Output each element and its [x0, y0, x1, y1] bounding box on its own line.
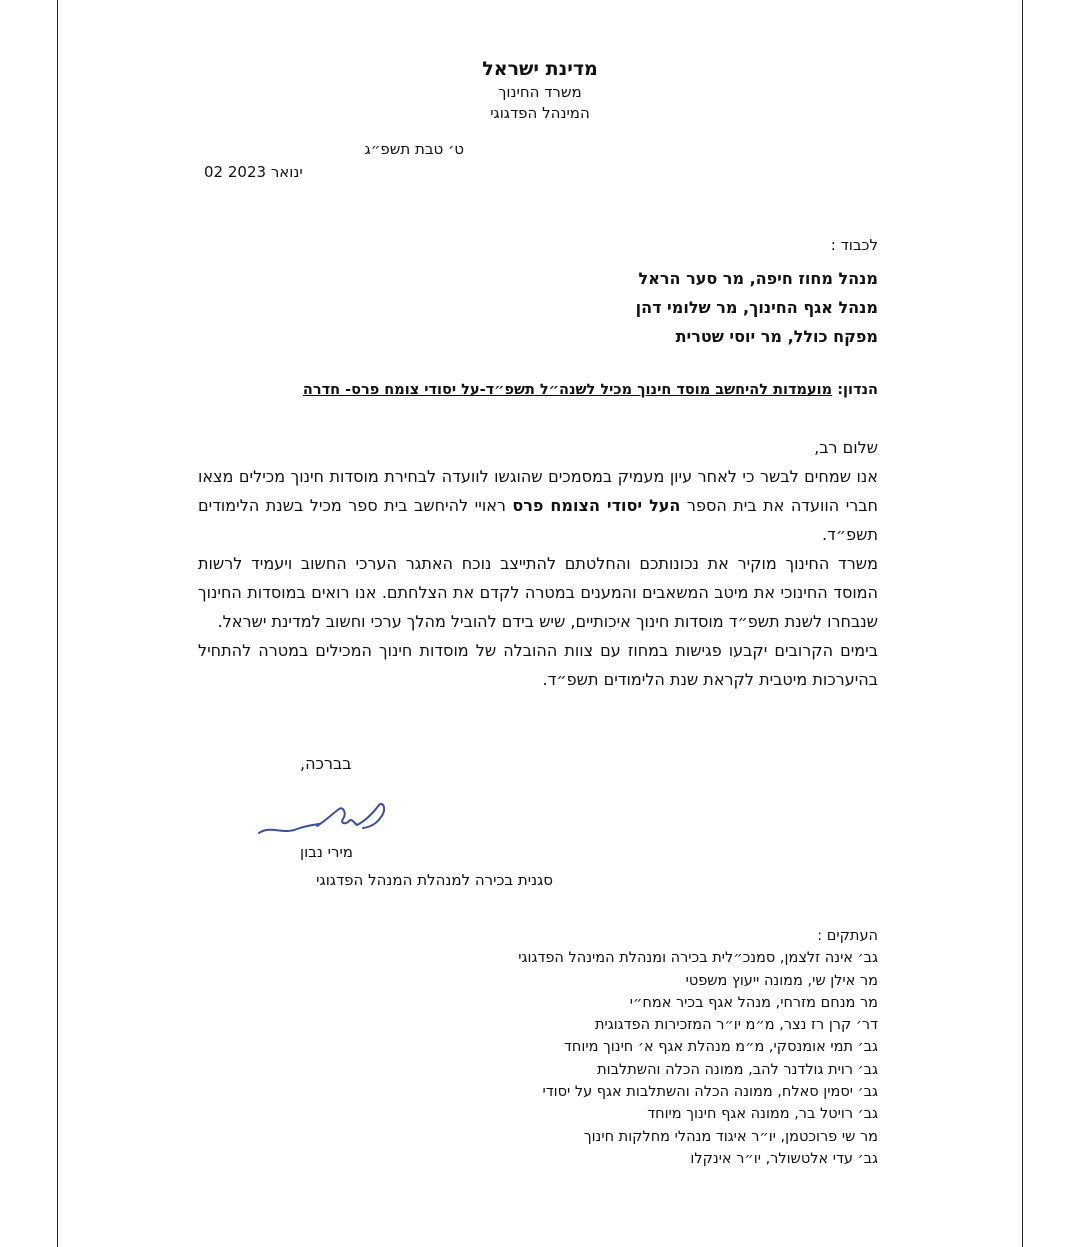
copy-recipient: מר אילן שי, ממונה ייעוץ משפטי	[685, 972, 878, 989]
copy-recipient: מר מנחם מזרחי, מנהל אגף בכיר אמח״י	[629, 994, 878, 1011]
copies-label: העתקים :	[817, 928, 878, 944]
copy-recipient: גב׳ רויטל בר, ממונה אגף חינוך מיוחד	[647, 1106, 878, 1123]
body-paragraph-3: בימים הקרובים יקבעו פגישות במחוז עם צוות ההובלה של מוסדות חינוך המכילים במטרה להתחיל בהיערכות מיטבית לקראת שנת הלימודים תשפ״ד.	[198, 641, 878, 689]
recipient-line: מנהל מחוז חיפה, מר סער הראל	[638, 269, 878, 288]
copy-recipient: גב׳ רוית גולדנר להב, ממונה הכלה והשתלבות	[597, 1061, 878, 1078]
copy-recipient: גב׳ אינה זלצמן, סמנכ״לית בכירה ומנהלת המינהל הפדגוגי	[518, 950, 878, 967]
p1-text-before: אנו שמחים לבשר כי לאחר עיון מעמיק במסמכים שהוגשו לוועדה לבחירת מוסדות חינוך מכילים מצאו חברי הוועדה את בית הספר	[198, 467, 879, 515]
recipient-line: מפקח כולל, מר יוסי שטרית	[675, 327, 878, 346]
copy-recipient: גב׳ תמי אומנסקי, מ״מ מנהלת אגף א׳ חינוך מיוחד	[563, 1039, 878, 1056]
subject-text: מועמדות להיחשב מוסד חינוך מכיל לשנה״ל תשפ״ד-על יסודי צומח פרס- חדרה	[302, 382, 833, 398]
date-hebrew: ט׳ טבת תשפ״ג	[364, 140, 464, 158]
copy-recipient: גב׳ עדי אלטשולר, יו״ר אינקלו	[690, 1150, 878, 1167]
letterhead-ministry: משרד החינוך	[498, 83, 582, 101]
recipients-block	[178, 234, 878, 351]
recipients-label: לכבוד :	[830, 236, 878, 254]
p1-text-after: ראויי להיחשב בית ספר מכיל בשנת הלימודים תשפ״ד.	[198, 496, 878, 544]
letter-date	[204, 138, 464, 184]
date-gregorian: 02 ינואר 2023	[204, 163, 303, 181]
closing: בברכה,	[300, 754, 352, 773]
school-name: העל יסודי הצומח פרס	[512, 496, 681, 515]
copy-recipient: גב׳ יסמין סאלח, ממונה הכלה והשתלבות אגף על יסודי	[542, 1084, 878, 1101]
letter-body	[198, 433, 878, 694]
copy-recipient: דר׳ קרן רז נצר, מ״מ יו״ר המזכירות הפדגוגית	[594, 1017, 878, 1034]
letterhead-state: מדינת ישראל	[482, 58, 598, 80]
letterhead	[58, 56, 1022, 124]
signer-name: מירי נבון	[300, 843, 353, 861]
letterhead-administration: המינהל הפדגוגי	[490, 104, 590, 122]
body-paragraph-2: משרד החינוך מוקיר את נכונותכם והחלטתם להתייצב נוכח האתגר הערכי החשוב ויעמיד לרשות המוסד החינוכי את מיטב המשאבים והמענים במטרה לקדם את הצלחתם. אנו רואים במוסדות החינוך שנבחרו לשנת תשפ״ד מוסדות חינוך איכותיים, שיש בידם להוביל מהלך ערכי וחשוב למדינת ישראל.	[198, 554, 878, 631]
greeting: שלום רב,	[814, 438, 878, 457]
letter-page	[58, 0, 1022, 1247]
signer-title: סגנית בכירה למנהלת המנהל הפדגוגי	[316, 871, 553, 889]
subject-line	[158, 378, 878, 402]
recipient-line: מנהל אגף החינוך, מר שלומי דהן	[635, 298, 878, 317]
subject-label: הנדון:	[837, 382, 878, 398]
page-right-edge	[1022, 0, 1023, 1247]
copies-list	[198, 925, 878, 1170]
copy-recipient: מר שי פרוכטמן, יו״ר איגוד מנהלי מחלקות חינוך	[583, 1128, 878, 1145]
body-paragraph-1	[198, 462, 878, 549]
